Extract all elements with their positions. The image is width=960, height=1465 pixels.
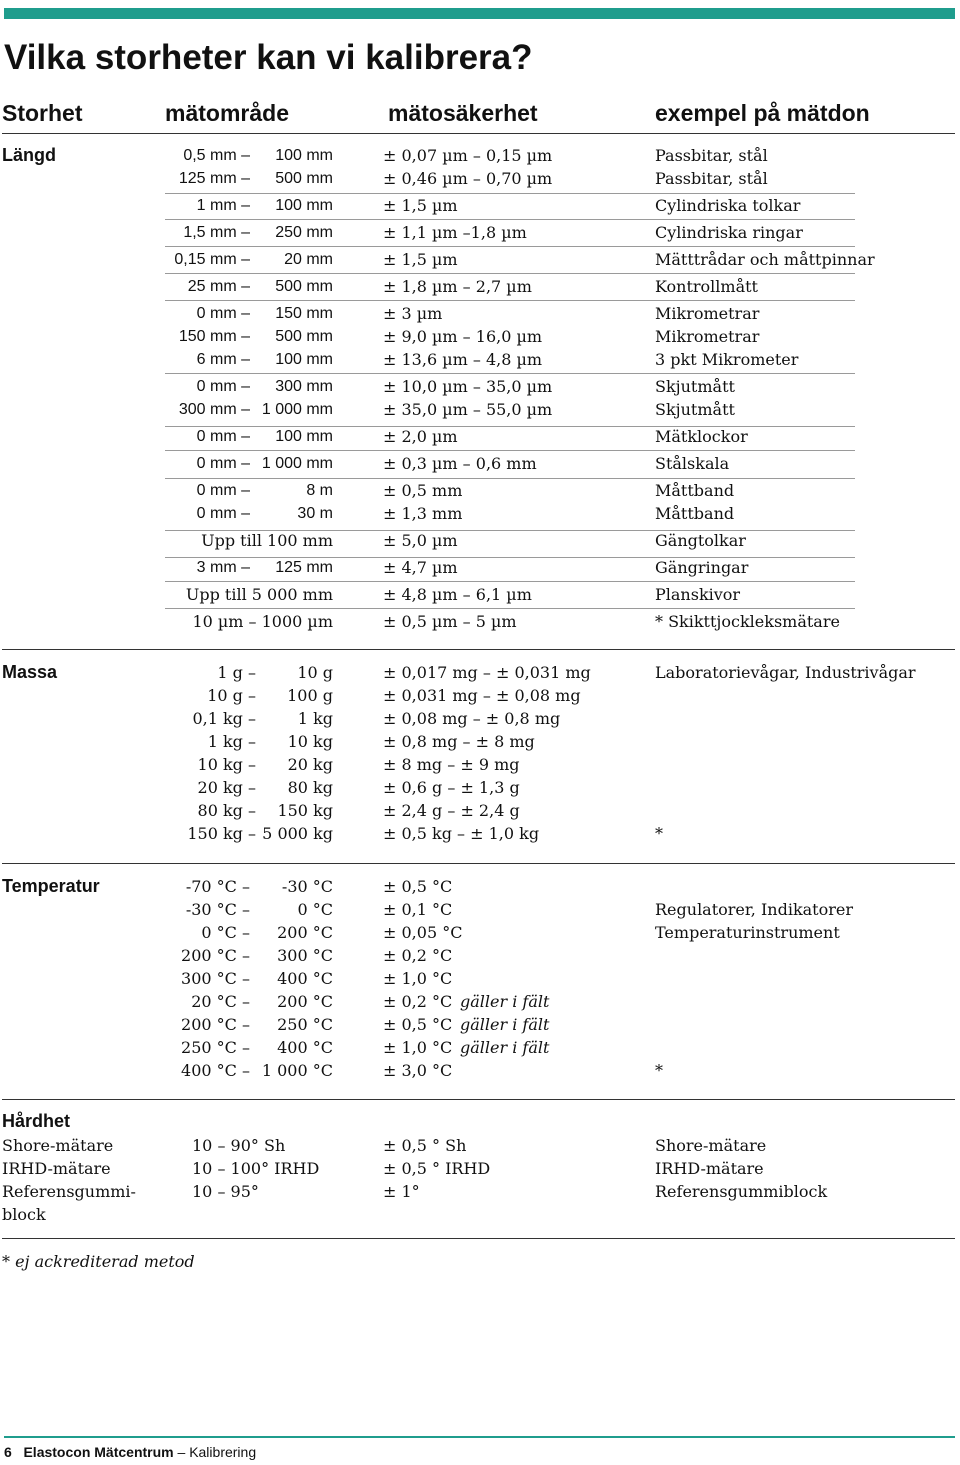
range-to: 150 kg [277,801,333,820]
row-divider [165,608,855,609]
page-number: 6 [4,1444,12,1460]
example-instrument: Skjutmått [655,400,735,419]
range-from: 0,15 mm – [174,251,250,268]
row-divider [165,193,855,194]
range-from: 0 mm – [196,305,250,322]
range-from: 150 kg – [187,824,256,843]
uncertainty: ± 0,1 °C [383,900,453,919]
example-instrument: Mikrometrar [655,304,760,323]
instrument-name: IRHD-mätare [2,1159,111,1178]
range-to: 0 °C [297,900,333,919]
range-to: 1 kg [297,709,333,728]
example-instrument: Cylindriska tolkar [655,196,801,215]
example-instrument: Regulatorer, Indikatorer [655,900,854,919]
uncertainty: ± 0,5 °C [383,877,453,896]
example-instrument: Stålskala [655,454,730,473]
uncertainty: ± 4,7 µm [383,558,458,577]
uncertainty: ± 1,0 °C [383,969,453,988]
range-from: 0 mm – [196,455,250,472]
range-to: 500 mm [275,170,333,187]
uncertainty: ± 0,017 mg – ± 0,031 mg [383,663,591,682]
example-instrument: IRHD-mätare [655,1159,764,1178]
uncertainty: ± 3,0 °C [383,1061,453,1080]
range-to: 100 mm [275,351,333,368]
uncertainty: ± 0,08 mg – ± 0,8 mg [383,709,561,728]
instrument-name-cont: block [2,1205,46,1224]
range-from: 20 °C – [191,992,250,1011]
range-to: 1 000 mm [261,455,333,472]
range-from: 20 kg – [197,778,256,797]
uncertainty: ± 10,0 µm – 35,0 µm [383,377,553,396]
row-divider [165,581,855,582]
range-to: 100 mm [275,147,333,164]
range-from: 400 °C – [181,1061,250,1080]
row-divider [165,300,855,301]
uncertainty: ± 4,8 µm – 6,1 µm [383,585,532,604]
uncertainty: ± 2,4 g – ± 2,4 g [383,801,520,820]
range-from: 1 g – [217,663,256,682]
range-from: 6 mm – [196,351,250,368]
uncertainty: ± 35,0 µm – 55,0 µm [383,400,553,419]
range-to: 200 °C [277,992,333,1011]
range-text: Upp till 5 000 mm [185,585,333,604]
range-from: 200 °C – [181,1015,250,1034]
range-text: 10 – 95° [192,1182,259,1201]
header-matomrade: mätområde [165,100,289,126]
range-to: 20 mm [284,251,333,268]
range-to: 10 kg [287,732,333,751]
range-to: 500 mm [275,278,333,295]
range-to: -30 °C [281,877,333,896]
row-divider [165,530,855,531]
uncertainty: ± 13,6 µm – 4,8 µm [383,350,543,369]
range-from: -30 °C – [185,900,250,919]
uncertainty: ± 0,2 °C [383,946,453,965]
page-footer [4,1444,256,1460]
range-from: -70 °C – [185,877,250,896]
example-instrument: 3 pkt Mikrometer [655,350,799,369]
range-text: 10 – 90° Sh [192,1136,286,1155]
range-from: 10 g – [207,686,256,705]
example-instrument: Passbitar, stål [655,146,768,165]
instrument-name: Referensgummi- [2,1182,136,1201]
uncertainty: ± 1,0 °C [383,1038,453,1057]
range-to: 200 °C [277,923,333,942]
range-to: 300 °C [277,946,333,965]
section-temperatur: Temperatur [2,876,100,896]
example-instrument: * [655,1061,663,1080]
uncertainty: ± 0,5 kg – ± 1,0 kg [383,824,540,843]
footer-rule [4,1436,955,1438]
section-rule [2,1099,955,1100]
uncertainty: ± 5,0 µm [383,531,458,550]
uncertainty: ± 1,3 mm [383,504,463,523]
row-divider [165,450,855,451]
uncertainty: ± 0,5 ° IRHD [383,1159,491,1178]
example-instrument: Planskivor [655,585,741,604]
row-divider [165,373,855,374]
uncertainty: ± 0,5 °C [383,1015,453,1034]
range-from: 0 mm – [196,505,250,522]
range-from: 0 mm – [196,482,250,499]
uncertainty: ± 3 µm [383,304,443,323]
uncertainty: ± 1,8 µm – 2,7 µm [383,277,532,296]
section-rule [2,863,955,864]
section-rule [2,1238,955,1239]
header-matosakerhet: mätosäkerhet [388,100,538,126]
uncertainty: ± 0,031 mg – ± 0,08 mg [383,686,581,705]
uncertainty: ± 0,05 °C [383,923,463,942]
uncertainty: ± 2,0 µm [383,427,458,446]
uncertainty: ± 1,5 µm [383,250,458,269]
footer-company: Elastocon Mätcentrum [23,1444,174,1460]
example-instrument: Laboratorievågar, Industrivågar [655,663,916,682]
uncertainty: ± 0,8 mg – ± 8 mg [383,732,535,751]
field-note: gäller i fält [460,992,550,1011]
range-to: 100 g [287,686,333,705]
range-to: 1 000 mm [261,401,333,418]
row-divider [165,219,855,220]
example-instrument: Gängringar [655,558,749,577]
uncertainty: ± 1,1 µm –1,8 µm [383,223,527,242]
example-instrument: Referensgummiblock [655,1182,828,1201]
range-from: 1 kg – [207,732,256,751]
example-instrument: Mätttrådar och måttpinnar [655,250,875,269]
example-instrument: * Skikttjockleksmätare [655,612,840,631]
uncertainty: ± 0,5 µm – 5 µm [383,612,517,631]
uncertainty: ± 1° [383,1182,420,1201]
uncertainty: ± 0,6 g – ± 1,3 g [383,778,520,797]
range-to: 400 °C [277,1038,333,1057]
range-to: 250 °C [277,1015,333,1034]
range-from: 1 mm – [196,197,250,214]
range-from: 3 mm – [196,559,250,576]
field-note: gäller i fält [460,1038,550,1057]
range-from: 0 mm – [196,428,250,445]
range-to: 1 000 °C [261,1061,333,1080]
range-from: 10 kg – [197,755,256,774]
range-from: 80 kg – [197,801,256,820]
example-instrument: Shore-mätare [655,1136,767,1155]
range-from: 250 °C – [181,1038,250,1057]
section-massa: Massa [2,662,58,682]
range-from: 0 °C – [201,923,250,942]
example-instrument: Måttband [655,481,735,500]
example-instrument: Skjutmått [655,377,735,396]
uncertainty: ± 8 mg – ± 9 mg [383,755,520,774]
uncertainty: ± 0,07 µm – 0,15 µm [383,146,553,165]
uncertainty: ± 0,46 µm – 0,70 µm [383,169,553,188]
uncertainty: ± 1,5 µm [383,196,458,215]
range-to: 250 mm [275,224,333,241]
row-divider [165,478,855,479]
range-from: 1,5 mm – [183,224,250,241]
example-instrument: Gängtolkar [655,531,746,550]
range-from: 0,5 mm – [183,147,250,164]
section-rule [2,649,955,650]
example-instrument: Passbitar, stål [655,169,768,188]
header-exempel: exempel på mätdon [655,100,870,126]
range-to: 30 m [297,505,333,522]
range-to: 8 m [306,482,333,499]
range-from: 25 mm – [187,278,250,295]
range-to: 300 mm [275,378,333,395]
top-accent-bar [4,8,955,19]
footer-section: Kalibrering [189,1444,257,1460]
range-to: 100 mm [275,428,333,445]
range-from: 300 °C – [181,969,250,988]
example-instrument: Måttband [655,504,735,523]
example-instrument: * [655,824,663,843]
uncertainty: ± 0,5 ° Sh [383,1136,467,1155]
range-to: 500 mm [275,328,333,345]
range-text: Upp till 100 mm [201,531,333,550]
range-from: 0 mm – [196,378,250,395]
range-to: 10 g [297,663,333,682]
range-from: 125 mm – [178,170,250,187]
range-to: 80 kg [287,778,333,797]
range-to: 125 mm [275,559,333,576]
example-instrument: Mikrometrar [655,327,760,346]
uncertainty: ± 0,3 µm – 0,6 mm [383,454,537,473]
row-divider [165,557,855,558]
header-storhet: Storhet [2,100,83,126]
instrument-name: Shore-mätare [2,1136,114,1155]
footnote: * ej ackrediterad metod [2,1252,195,1271]
footer-sep: – [177,1444,186,1460]
example-instrument: Kontrollmått [655,277,758,296]
example-instrument: Cylindriska ringar [655,223,803,242]
example-instrument: Temperaturinstrument [655,923,840,942]
uncertainty: ± 0,2 °C [383,992,453,1011]
uncertainty: ± 9,0 µm – 16,0 µm [383,327,543,346]
range-text: 10 – 100° IRHD [192,1159,320,1178]
page-title: Vilka storheter kan vi kalibrera? [4,38,533,77]
range-text: 10 µm – 1000 µm [192,612,333,631]
range-from: 200 °C – [181,946,250,965]
example-instrument: Mätklockor [655,427,748,446]
range-to: 150 mm [275,305,333,322]
section-langd: Längd [2,145,56,165]
uncertainty: ± 0,5 mm [383,481,463,500]
range-to: 5 000 kg [262,824,333,843]
field-note: gäller i fält [460,1015,550,1034]
range-to: 20 kg [287,755,333,774]
section-hardhet: Hårdhet [2,1111,71,1131]
row-divider [165,273,855,274]
range-to: 400 °C [277,969,333,988]
range-from: 300 mm – [178,401,250,418]
range-from: 150 mm – [178,328,250,345]
row-divider [165,426,855,427]
row-divider [165,246,855,247]
header-rule [2,133,955,134]
range-from: 0,1 kg – [192,709,256,728]
range-to: 100 mm [275,197,333,214]
